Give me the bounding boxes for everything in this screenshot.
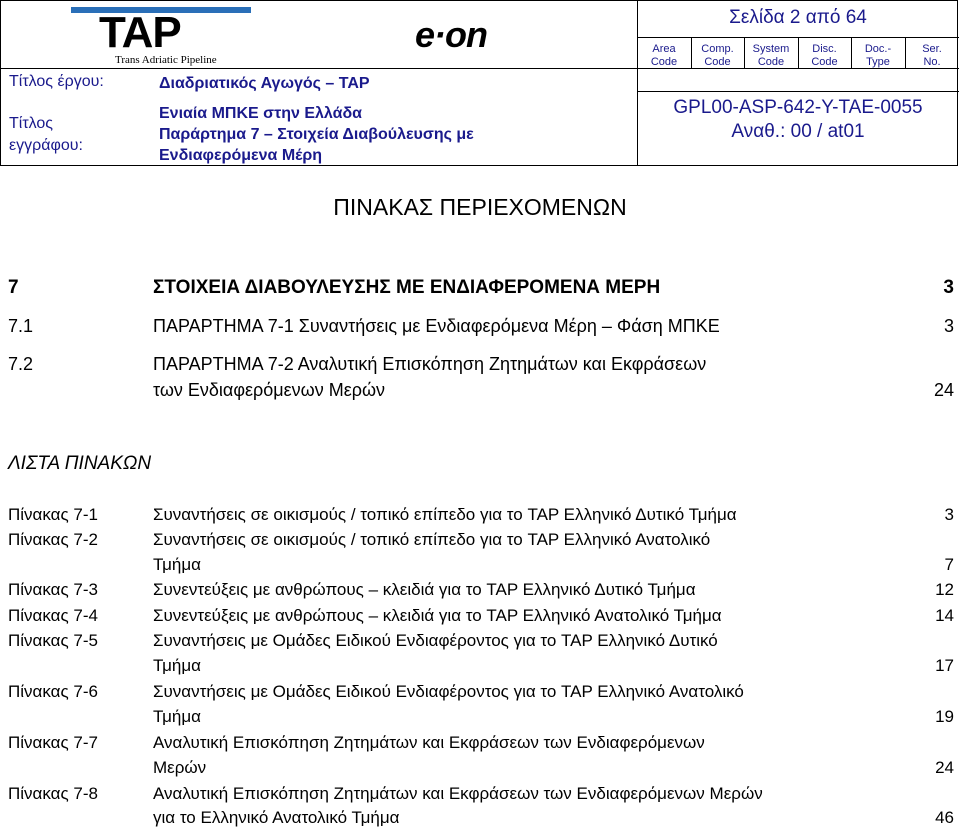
tap-logo-subtitle: Trans Adriatic Pipeline: [115, 54, 217, 66]
doc-value-3: Ενδιαφερόμενα Μέρη: [159, 147, 323, 164]
list-item-text: Συναντήσεις με Ομάδες Ειδικού Ενδιαφέροντος για το TAP Ελληνικό Ανατολικό: [153, 682, 744, 701]
list-item-page: 17: [935, 656, 954, 675]
tap-logo: [71, 7, 271, 65]
list-item-label: Πίνακας 7-8: [8, 784, 98, 803]
list-item-text: Συναντήσεις σε οικισμούς / τοπικό επίπεδο για το TAP Ελληνικό Ανατολικό: [153, 530, 711, 549]
code-header-comp: Comp. Code: [701, 43, 734, 68]
doc-label: Τίτλος εγγράφου:: [9, 115, 83, 154]
list-item-text: Συνεντεύξεις με ανθρώπους – κλειδιά για το TAP Ελληνικό Ανατολικό Τμήμα: [153, 606, 722, 625]
toc-title: ΠΙΝΑΚΑΣ ΠΕΡΙΕΧΟΜΕΝΩΝ: [333, 194, 627, 220]
list-item-text2: Τμήμα: [153, 555, 202, 574]
list-item-page: 14: [935, 606, 954, 625]
project-value: Διαδριατικός Αγωγός – TAP: [159, 75, 370, 92]
list-item-label: Πίνακας 7-2: [8, 530, 98, 549]
page-number: Σελίδα 2 από 64: [729, 7, 867, 28]
project-label: Τίτλος έργου:: [9, 73, 104, 90]
doc-value-1: Ενιαία ΜΠΚΕ στην Ελλάδα: [159, 105, 362, 122]
code-divider: [637, 91, 959, 92]
list-item-label: Πίνακας 7-7: [8, 733, 98, 752]
tap-logo-word: TAP: [99, 8, 181, 57]
list-item-label: Πίνακας 7-5: [8, 631, 98, 650]
toc-page-3: 24: [933, 380, 954, 400]
list-item-text2: για το Ελληνικό Ανατολικό Τμήμα: [153, 808, 400, 827]
list-item-text2: Τμήμα: [153, 656, 202, 675]
list-item-page: 46: [935, 808, 954, 827]
toc-num-1: 7: [8, 277, 19, 298]
list-item-label: Πίνακας 7-1: [8, 505, 98, 524]
list-item-text: Αναλυτική Επισκόπηση Ζητημάτων και Εκφράσεων των Ενδιαφερόμενων Μερών: [153, 784, 763, 803]
doc-value-2: Παράρτημα 7 – Στοιχεία Διαβούλευσης με: [159, 126, 474, 143]
list-item-page: 12: [935, 580, 954, 599]
list-item-label: Πίνακας 7-6: [8, 682, 98, 701]
list-item-label: Πίνακας 7-4: [8, 606, 98, 625]
list-item-page: 24: [935, 758, 954, 777]
list-item-label: Πίνακας 7-3: [8, 580, 98, 599]
toc-num-3: 7.2: [8, 354, 34, 374]
code-header-system: System Code: [752, 43, 790, 68]
eon-logo: e·on: [415, 14, 487, 55]
doc-number: GPL00-ASP-642-Y-TAE-0055: [673, 97, 923, 118]
code-header-area: Area Code: [650, 43, 678, 68]
list-item-text: Αναλυτική Επισκόπηση Ζητημάτων και Εκφράσεων των Ενδιαφερόμενων: [153, 733, 705, 752]
toc-text-1: ΣΤΟΙΧΕΙΑ ΔΙΑΒΟΥΛΕΥΣΗΣ ΜΕ ΕΝΔΙΑΦΕΡΟΜΕΝΑ ΜΕΡΗ: [153, 277, 661, 298]
list-item-page: 3: [944, 505, 954, 524]
list-item-page: 7: [944, 555, 954, 574]
revision: Αναθ.: 00 / at01: [731, 121, 865, 142]
list-item-text2: Μερών: [153, 758, 207, 777]
code-header-serno: Ser. No.: [922, 43, 942, 68]
toc-num-2: 7.1: [8, 316, 34, 336]
code-header-disc: Disc. Code: [811, 43, 838, 68]
toc-page-1: 3: [943, 277, 954, 298]
list-item-text: Συναντήσεις με Ομάδες Ειδικού Ενδιαφέροντος για το TAP Ελληνικό Δυτικό: [153, 631, 718, 650]
toc-text-3: ΠΑΡΑΡΤΗΜΑ 7-2 Αναλυτική Επισκόπηση Ζητημάτων και Εκφράσεων: [153, 354, 707, 374]
toc-text-2: ΠΑΡΑΡΤΗΜΑ 7-1 Συναντήσεις με Ενδιαφερόμενα Μέρη – Φάση ΜΠΚΕ: [153, 316, 720, 336]
toc-text-3b: των Ενδιαφερόμενων Μερών: [153, 380, 386, 400]
code-header-doctype: Doc.- Type: [864, 43, 892, 68]
document-header: [0, 0, 958, 166]
list-item-text2: Τμήμα: [153, 707, 202, 726]
list-item-page: 19: [935, 707, 954, 726]
toc-page-2: 3: [943, 316, 954, 336]
list-item-text: Συνεντεύξεις με ανθρώπους – κλειδιά για το TAP Ελληνικό Δυτικό Τμήμα: [153, 580, 696, 599]
list-item-text: Συναντήσεις σε οικισμούς / τοπικό επίπεδο για το TAP Ελληνικό Δυτικό Τμήμα: [153, 505, 737, 524]
tables-list-title: ΛΙΣΤΑ ΠΙΝΑΚΩΝ: [8, 453, 152, 474]
